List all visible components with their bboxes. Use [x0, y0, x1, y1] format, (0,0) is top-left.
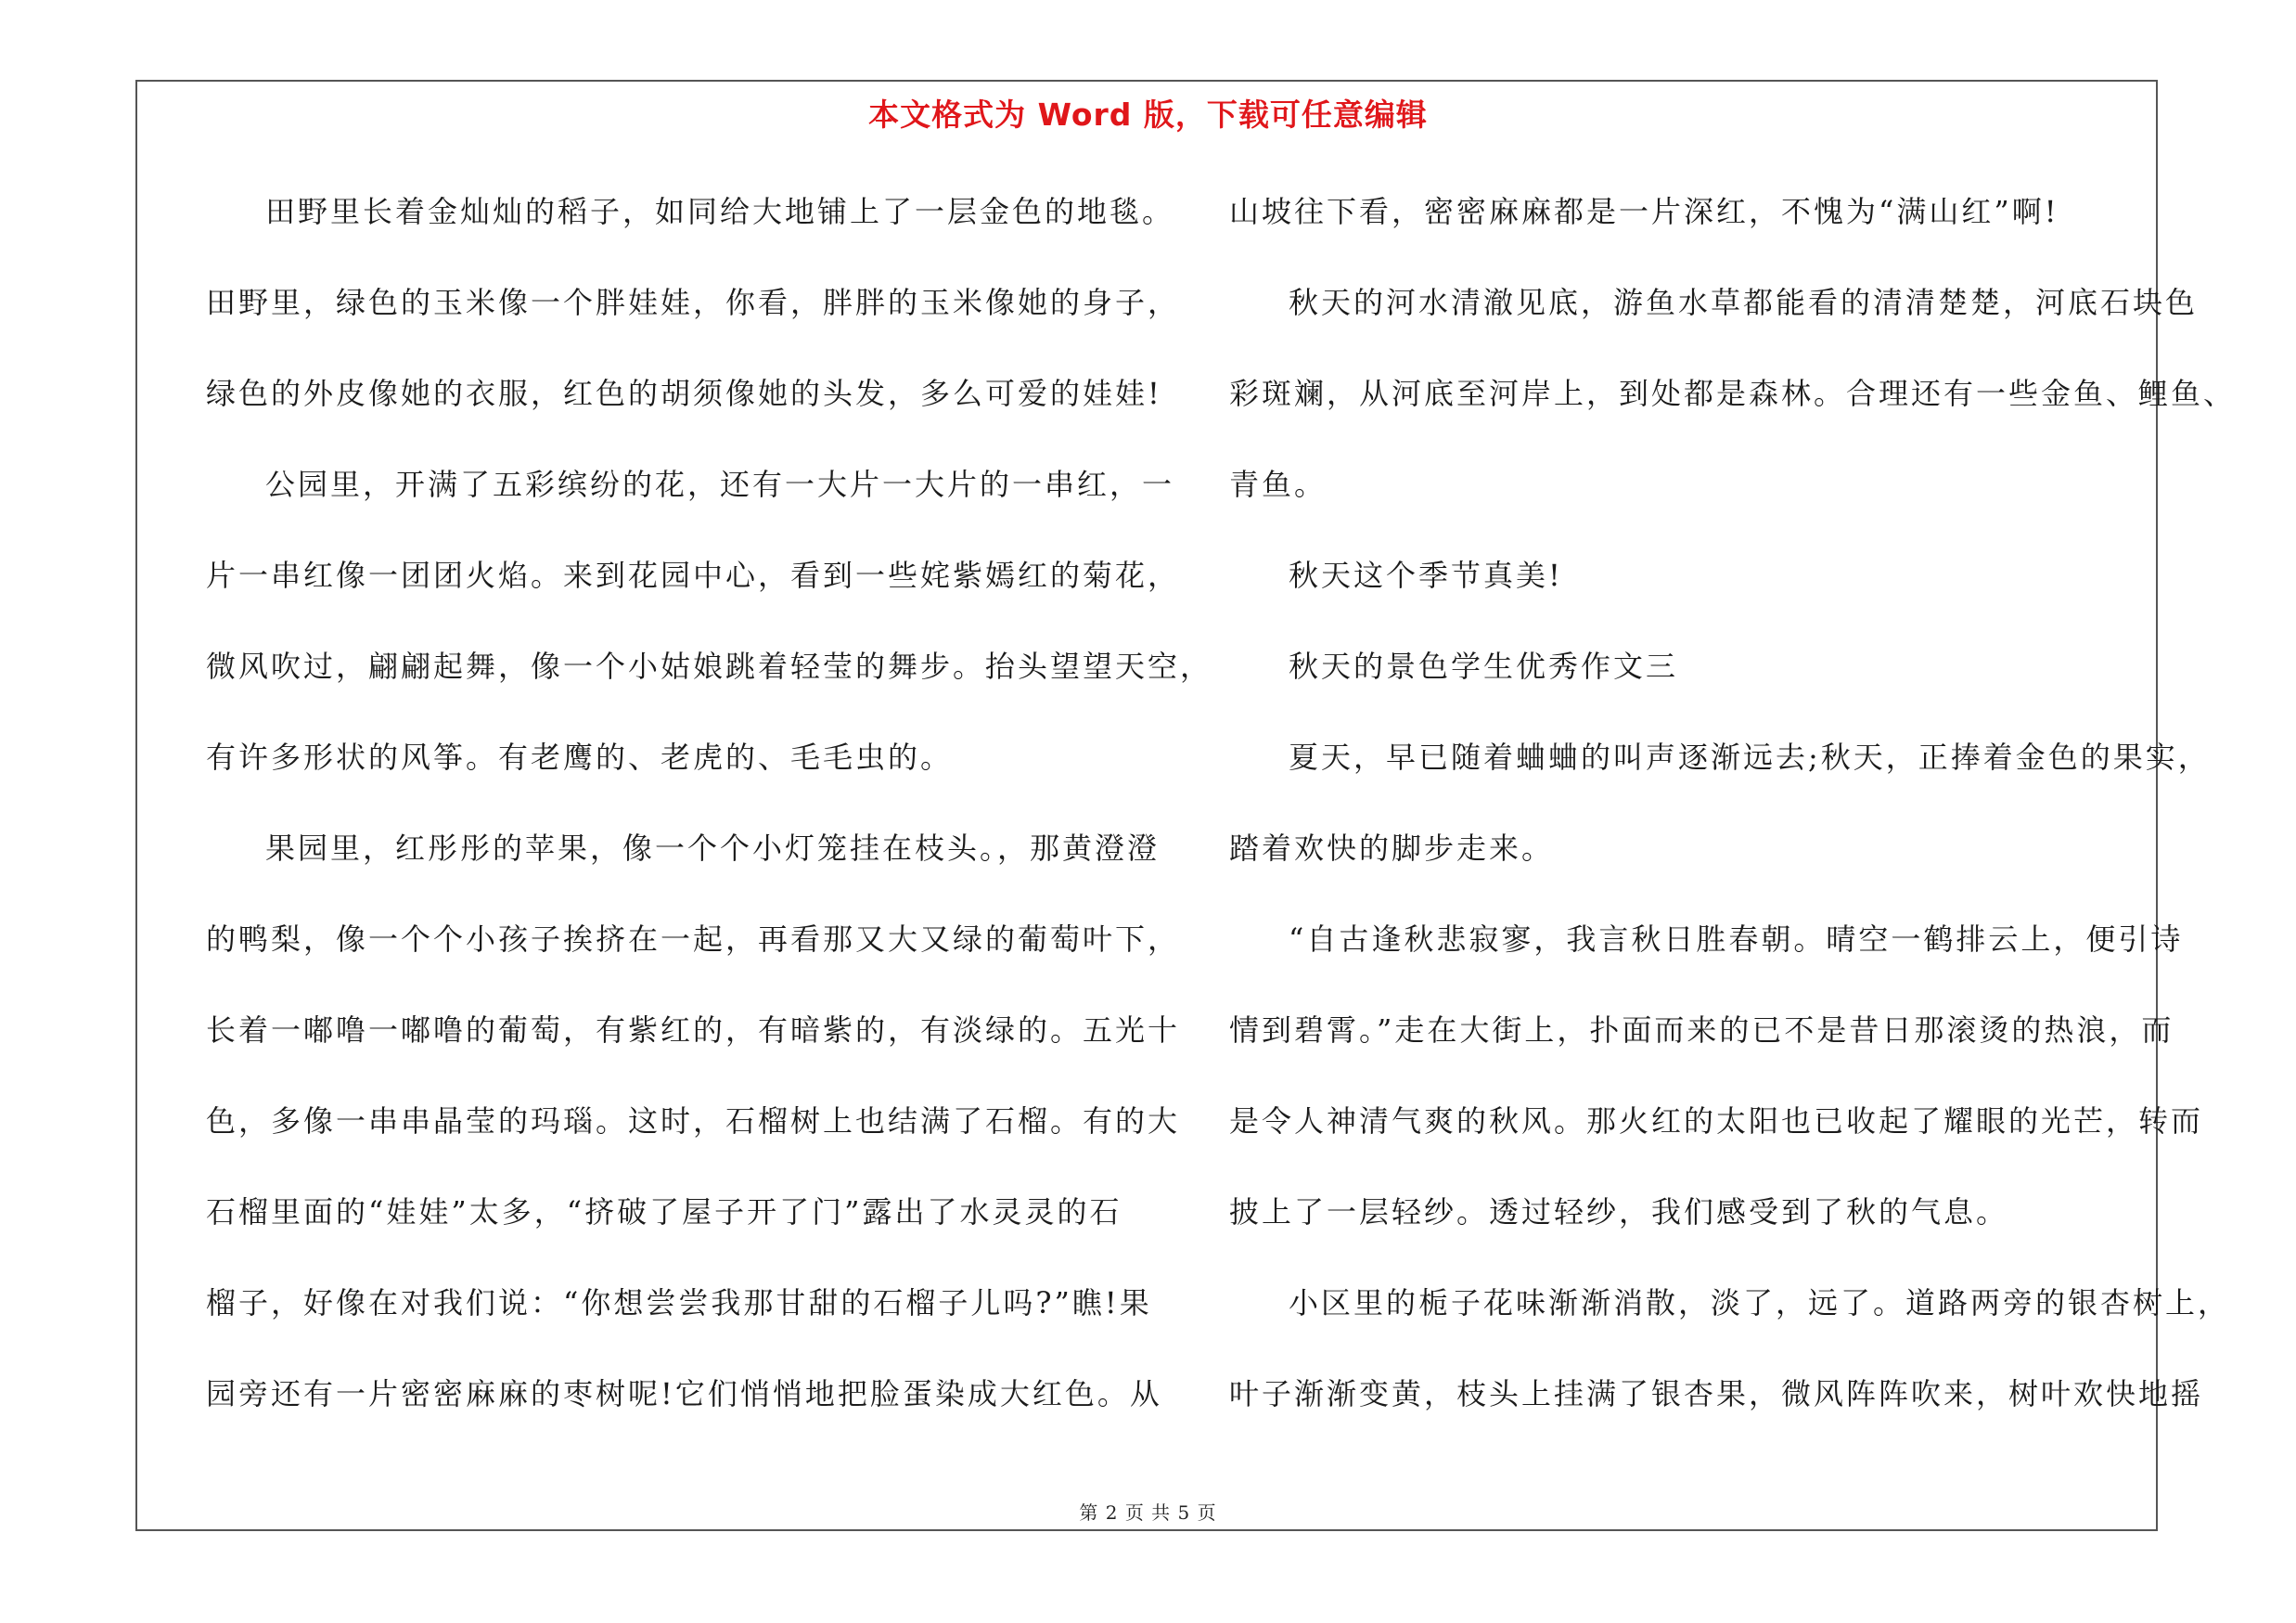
paragraph-line: 微风吹过，翩翩起舞，像一个小姑娘跳着轻莹的舞步。抬头望望天空，: [206, 649, 1213, 684]
paragraph-line: 园旁还有一片密密麻麻的枣树呢!它们悄悄地把脸蛋染成大红色。从: [206, 1376, 1162, 1411]
paragraph-line: 踏着欢快的脚步走来。: [1229, 831, 1555, 866]
paragraph-line: 色，多像一串串晶莹的玛瑙。这时，石榴树上也结满了石榴。有的大: [206, 1103, 1181, 1139]
paragraph-line: 情到碧霄。”走在大街上，扑面而来的已不是昔日那滚烫的热浪，而: [1229, 1012, 2174, 1048]
paragraph-line: 片一串红像一团团火焰。来到花园中心，看到一些姹紫嫣红的菊花，: [206, 558, 1181, 593]
paragraph-line: 长着一嘟噜一嘟噜的葡萄，有紫红的，有暗紫的，有淡绿的。五光十: [206, 1012, 1181, 1048]
paragraph-line: 田野里长着金灿灿的稻子，如同给大地铺上了一层金色的地毯。: [265, 194, 1175, 229]
paragraph-line: 是令人神清气爽的秋风。那火红的太阳也已收起了耀眼的光芒，转而: [1229, 1103, 2204, 1139]
format-notice-header: 本文格式为 Word 版，下载可任意编辑: [868, 97, 1428, 133]
paragraph-line: 石榴里面的“娃娃”太多，“挤破了屋子开了门”露出了水灵灵的石: [206, 1194, 1122, 1230]
paragraph-line: 公园里，开满了五彩缤纷的花，还有一大片一大片的一串红，一: [265, 467, 1175, 502]
paragraph-line: 榴子，好像在对我们说：“你想尝尝我那甘甜的石榴子儿吗?”瞧!果: [206, 1285, 1152, 1320]
paragraph-line: 夏天，早已随着蛐蛐的叫声逐渐远去;秋天，正捧着金色的果实，: [1289, 740, 2211, 775]
paragraph-line: 小区里的栀子花味渐渐消散，淡了，远了。道路两旁的银杏树上，: [1289, 1285, 2231, 1320]
right-text-column: [1229, 182, 2237, 1455]
left-text-column: [206, 182, 1213, 1455]
paragraph-line: 山坡往下看，密密麻麻都是一片深红，不愧为“满山红”啊!: [1229, 194, 2059, 229]
paragraph-line: 彩斑斓，从河底至河岸上，到处都是森林。合理还有一些金鱼、鲤鱼、: [1229, 376, 2237, 411]
paragraph-line: 披上了一层轻纱。透过轻纱，我们感受到了秋的气息。: [1229, 1194, 2009, 1230]
paragraph-line: 田野里，绿色的玉米像一个胖娃娃，你看，胖胖的玉米像她的身子，: [206, 285, 1181, 320]
paragraph-line: 的鸭梨，像一个个小孩子挨挤在一起，再看那又大又绿的葡萄叶下，: [206, 921, 1181, 957]
paragraph-line: 果园里，红彤彤的苹果，像一个个小灯笼挂在枝头。，那黄澄澄: [265, 831, 1161, 866]
paragraph-line: “自古逢秋悲寂寥，我言秋日胜春朝。晴空一鹤排云上，便引诗: [1289, 921, 2184, 957]
page-number-footer: 第 2 页 共 5 页: [1079, 1501, 1217, 1524]
paragraph-line: 叶子渐渐变黄，枝头上挂满了银杏果，微风阵阵吹来，树叶欢快地摇: [1229, 1376, 2204, 1411]
paragraph-line: 秋天这个季节真美!: [1289, 558, 1563, 593]
paragraph-line: 有许多形状的风筝。有老鹰的、老虎的、毛毛虫的。: [206, 740, 954, 775]
paragraph-line: 秋天的河水清澈见底，游鱼水草都能看的清清楚楚，河底石块色: [1289, 285, 2199, 320]
paragraph-line: 青鱼。: [1229, 467, 1328, 502]
paragraph-line: 绿色的外皮像她的衣服，红色的胡须像她的头发，多么可爱的娃娃!: [206, 376, 1162, 411]
section-title: 秋天的景色学生优秀作文三: [1289, 649, 1679, 684]
